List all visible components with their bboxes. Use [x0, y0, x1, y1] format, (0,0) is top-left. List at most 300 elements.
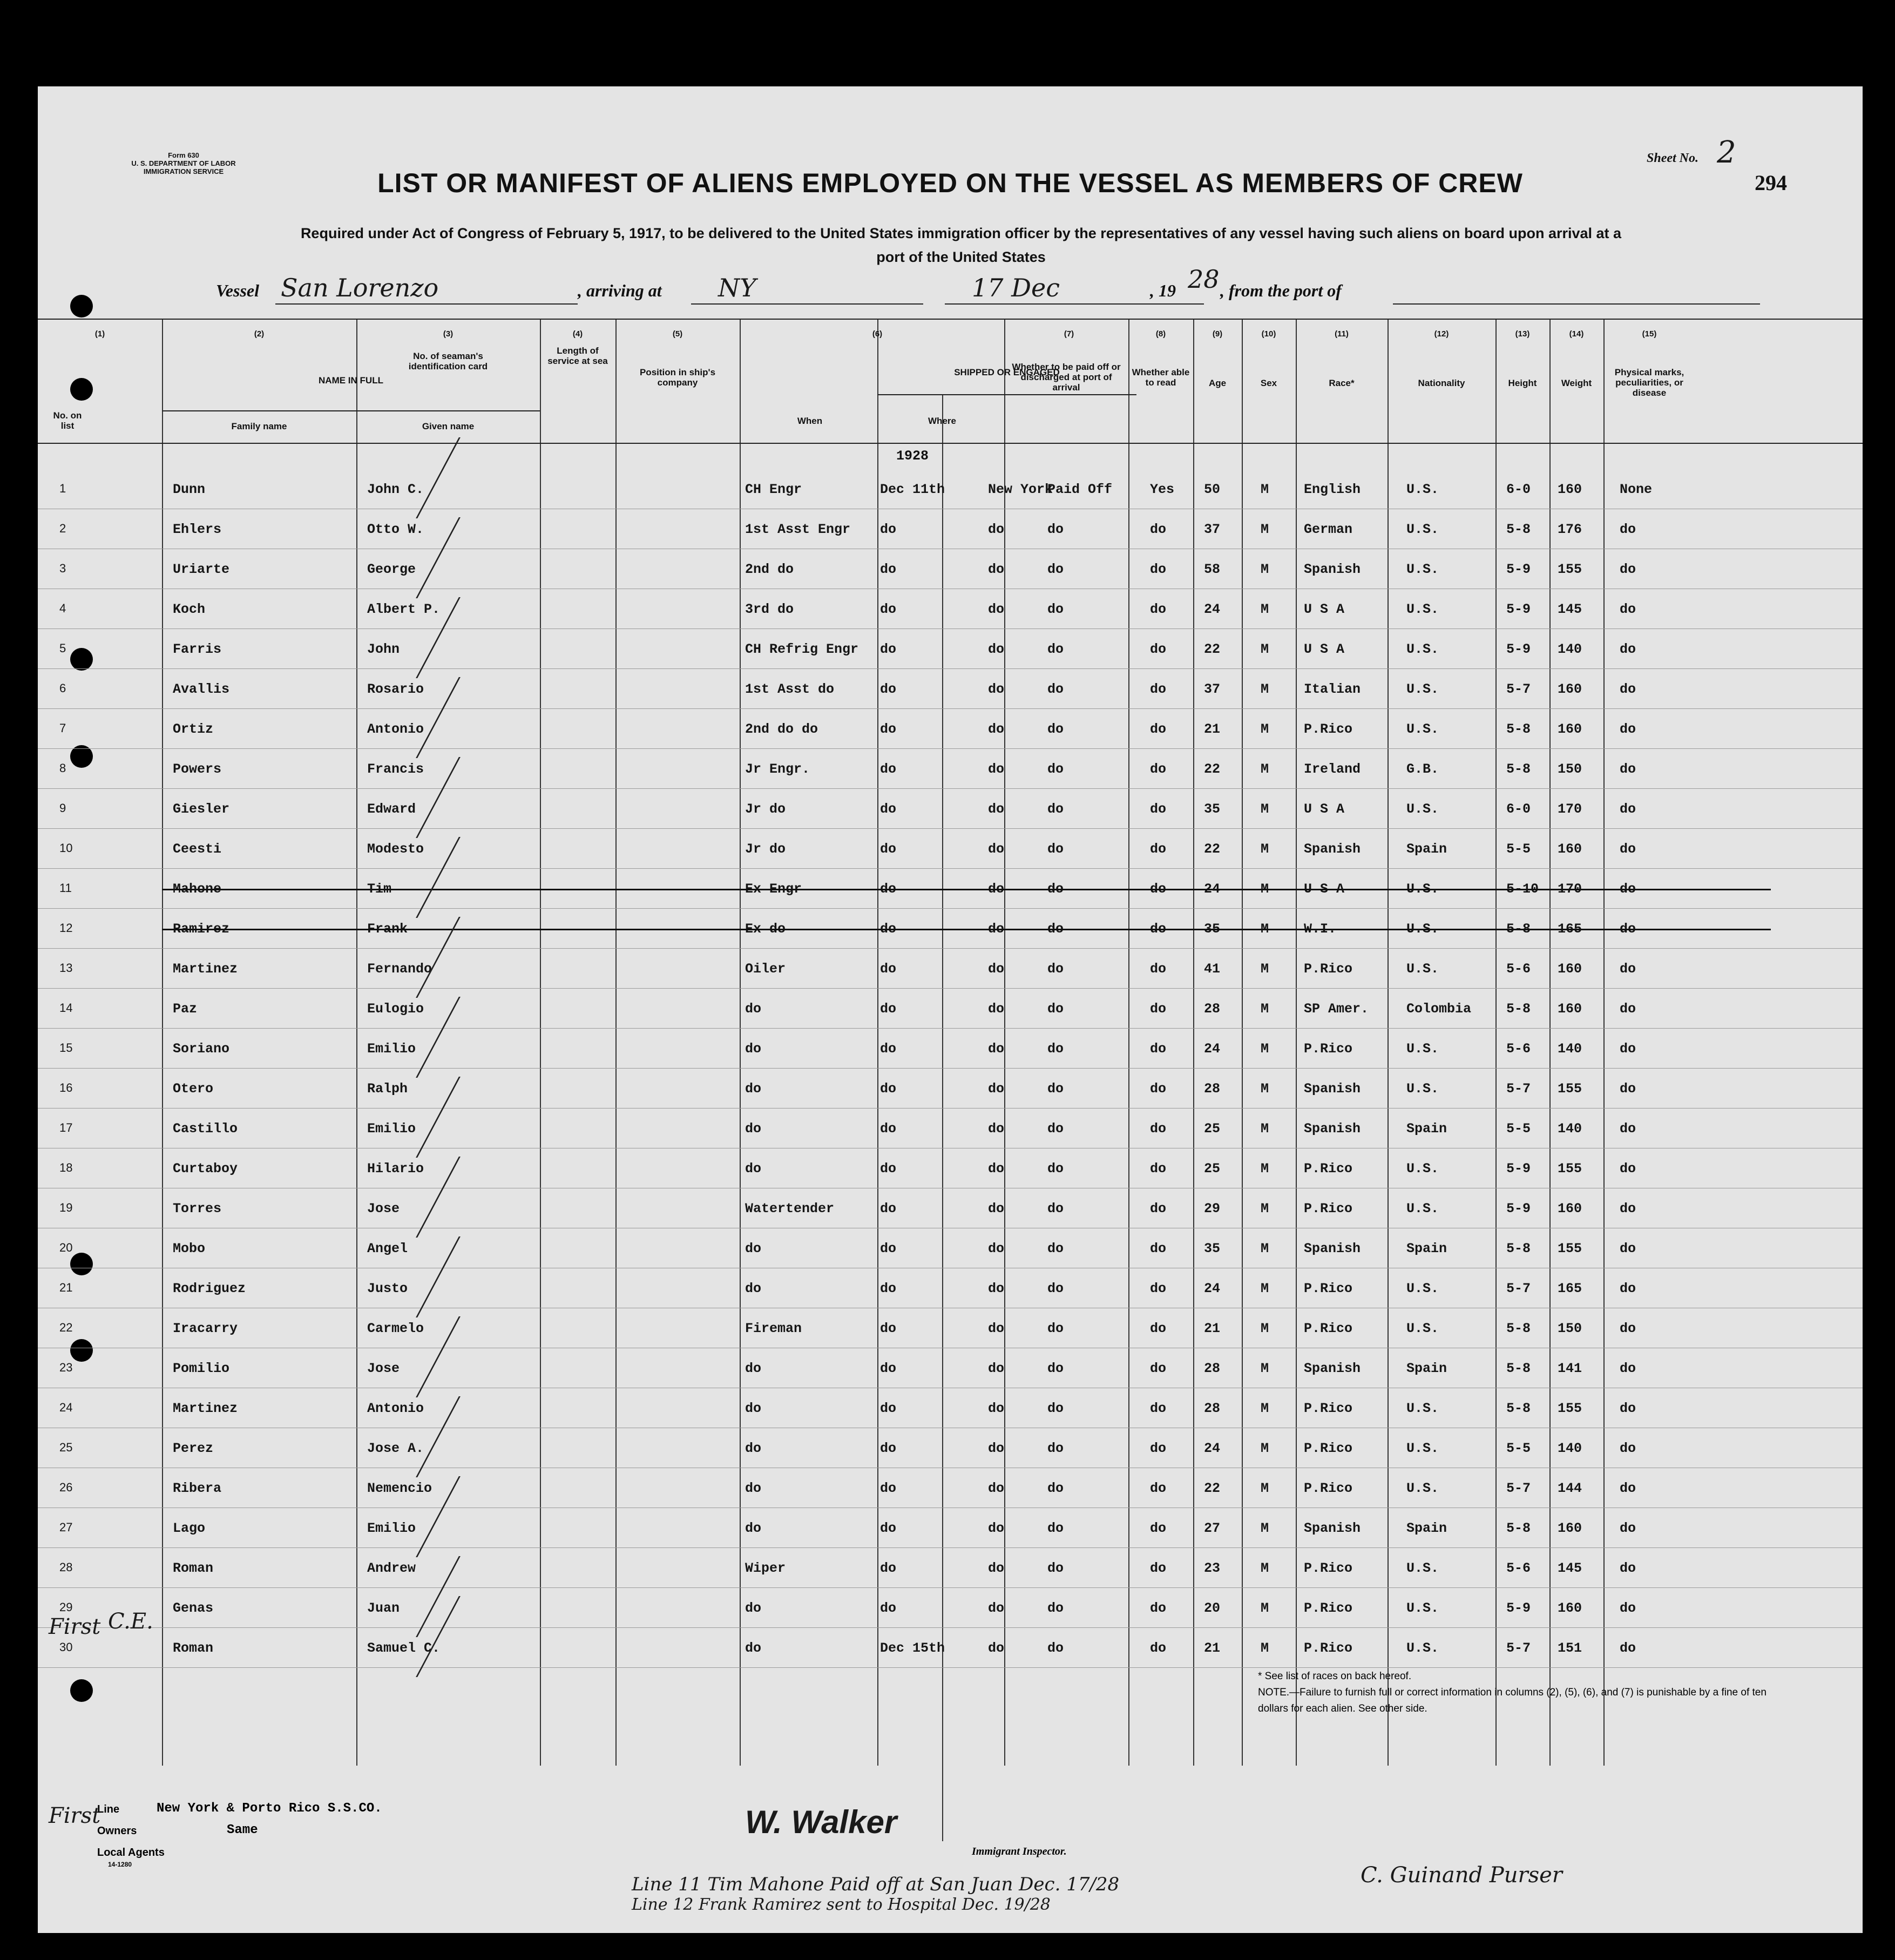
header-rule	[162, 410, 540, 411]
able-to-read: do	[1150, 1081, 1167, 1097]
row-number: 3	[59, 562, 66, 575]
family-name: Torres	[173, 1201, 222, 1216]
given-name: Angel	[367, 1241, 408, 1256]
sex: M	[1261, 1560, 1269, 1576]
row-number: 30	[59, 1640, 73, 1654]
paid-off: do	[1047, 1560, 1064, 1576]
shipped-where: do	[988, 522, 1005, 537]
sex: M	[1261, 841, 1269, 857]
age: 28	[1204, 1081, 1221, 1097]
position: do	[745, 1001, 762, 1017]
row-number: 1	[59, 482, 66, 495]
age: 24	[1204, 1041, 1221, 1057]
given-name: Fernando	[367, 961, 432, 977]
race: Spanish	[1304, 562, 1361, 577]
marks-header: Physical marks, peculiarities, or disease	[1614, 367, 1684, 398]
name-header: NAME IN FULL	[319, 375, 383, 386]
physical-marks: do	[1620, 562, 1636, 577]
row-number: 11	[59, 881, 72, 895]
given-name: Albert P.	[367, 601, 441, 617]
manifest-sheet	[38, 86, 1863, 1933]
able-to-read: do	[1150, 641, 1167, 657]
race: P.Rico	[1304, 1161, 1353, 1177]
table-row	[38, 550, 1863, 590]
physical-marks: do	[1620, 961, 1636, 977]
position: Oiler	[745, 961, 786, 977]
shipped-when: do	[880, 1481, 897, 1496]
table-row	[38, 1029, 1863, 1069]
shipped-where: do	[988, 1041, 1005, 1057]
physical-marks: do	[1620, 681, 1636, 697]
sex: M	[1261, 1321, 1269, 1336]
physical-marks: do	[1620, 1600, 1636, 1616]
stamp-number: 294	[1755, 171, 1787, 195]
height: 5-6	[1506, 1041, 1531, 1057]
race: P.Rico	[1304, 721, 1353, 737]
sex: M	[1261, 881, 1269, 897]
nationality: U.S.	[1406, 1441, 1439, 1456]
punch-hole	[70, 378, 93, 401]
nationality: U.S.	[1406, 801, 1439, 817]
height: 5-7	[1506, 1640, 1531, 1656]
shipped-when: do	[880, 721, 897, 737]
physical-marks: do	[1620, 1161, 1636, 1177]
race: U S A	[1304, 801, 1345, 817]
height: 5-5	[1506, 1121, 1531, 1137]
able-to-read: do	[1150, 1161, 1167, 1177]
row-rule	[38, 1028, 1863, 1029]
physical-marks: do	[1620, 1081, 1636, 1097]
position: do	[745, 1121, 762, 1137]
position: do	[745, 1640, 762, 1656]
year-above: 1928	[896, 448, 929, 464]
table-row	[38, 470, 1863, 510]
paid-off: do	[1047, 1281, 1064, 1296]
paid-off: do	[1047, 841, 1064, 857]
family-name: Lago	[173, 1520, 206, 1536]
paid-off: do	[1047, 801, 1064, 817]
physical-marks: do	[1620, 1560, 1636, 1576]
family-name: Ehlers	[173, 522, 222, 537]
age: 22	[1204, 761, 1221, 777]
height: 5-8	[1506, 1361, 1531, 1376]
nationality-header: Nationality	[1418, 378, 1465, 388]
race-header: Race*	[1329, 378, 1355, 388]
weight: 160	[1558, 1520, 1582, 1536]
able-to-read: do	[1150, 1241, 1167, 1256]
table-row	[38, 1269, 1863, 1309]
row-number: 16	[59, 1081, 73, 1094]
able-to-read: do	[1150, 1041, 1167, 1057]
given-name: Carmelo	[367, 1321, 424, 1336]
nationality: U.S.	[1406, 1081, 1439, 1097]
sex: M	[1261, 961, 1269, 977]
shipped-where: do	[988, 1121, 1005, 1137]
physical-marks: do	[1620, 1201, 1636, 1216]
no-on-list-header: No. on list	[53, 410, 82, 431]
weight: 151	[1558, 1640, 1582, 1656]
where-header: Where	[928, 416, 956, 426]
family-name: Genas	[173, 1600, 214, 1616]
row-rule	[38, 868, 1863, 869]
height: 5-10	[1506, 881, 1539, 897]
arrival-date: 17 Dec	[972, 273, 1060, 302]
height: 5-7	[1506, 1281, 1531, 1296]
subtitle	[97, 221, 1825, 269]
nationality: Spain	[1406, 1241, 1447, 1256]
family-name: Rodriguez	[173, 1281, 246, 1296]
shipped-header: SHIPPED OR ENGAGED	[954, 367, 1060, 377]
row-rule	[38, 1068, 1863, 1069]
physical-marks: do	[1620, 1401, 1636, 1416]
position: Wiper	[745, 1560, 786, 1576]
shipped-when: do	[880, 801, 897, 817]
age: 28	[1204, 1001, 1221, 1017]
paid-off: do	[1047, 681, 1064, 697]
height-header: Height	[1508, 378, 1537, 388]
height: 5-8	[1506, 1001, 1531, 1017]
paid-off: do	[1047, 721, 1064, 737]
nationality: G.B.	[1406, 761, 1439, 777]
given-name: Emilio	[367, 1520, 416, 1536]
table-row	[38, 949, 1863, 989]
height: 5-8	[1506, 761, 1531, 777]
age: 24	[1204, 1281, 1221, 1296]
age: 24	[1204, 601, 1221, 617]
shipped-when: do	[880, 1241, 897, 1256]
table-row	[38, 1069, 1863, 1109]
nationality: U.S.	[1406, 1600, 1439, 1616]
row-number: 28	[59, 1560, 73, 1574]
shipped-when: Dec 11th	[880, 482, 945, 497]
row-number: 7	[59, 721, 66, 735]
race: P.Rico	[1304, 1560, 1353, 1576]
weight: 140	[1558, 641, 1582, 657]
table-row	[38, 829, 1863, 869]
sex: M	[1261, 1361, 1269, 1376]
race: U S A	[1304, 641, 1345, 657]
family-name: Ramirez	[173, 921, 230, 937]
line-label: Line	[97, 1803, 120, 1815]
position: Jr do	[745, 801, 786, 817]
shipped-where: do	[988, 1361, 1005, 1376]
able-to-read: do	[1150, 562, 1167, 577]
paid-off: do	[1047, 1001, 1064, 1017]
given-name: Juan	[367, 1600, 400, 1616]
weight: 155	[1558, 562, 1582, 577]
able-to-read: do	[1150, 1281, 1167, 1296]
row-number: 5	[59, 641, 66, 655]
physical-marks: do	[1620, 1441, 1636, 1456]
position: Fireman	[745, 1321, 802, 1336]
height: 5-8	[1506, 1321, 1531, 1336]
nationality: Spain	[1406, 1361, 1447, 1376]
age: 37	[1204, 522, 1221, 537]
given-name: John	[367, 641, 400, 657]
column-number: (10)	[1261, 329, 1276, 339]
purser-signature: C. Guinand Purser	[1361, 1863, 1562, 1888]
physical-marks: do	[1620, 721, 1636, 737]
nationality: U.S.	[1406, 1161, 1439, 1177]
sex: M	[1261, 1081, 1269, 1097]
shipped-where: do	[988, 562, 1005, 577]
family-name: Soriano	[173, 1041, 230, 1057]
position: 1st Asst do	[745, 681, 835, 697]
margin-note-ce: C.E.	[108, 1609, 153, 1634]
physical-marks: do	[1620, 1481, 1636, 1496]
physical-marks: do	[1620, 641, 1636, 657]
race: Spanish	[1304, 841, 1361, 857]
paid-off: do	[1047, 921, 1064, 937]
given-name: Modesto	[367, 841, 424, 857]
sex: M	[1261, 1401, 1269, 1416]
header-rule	[38, 319, 1863, 320]
given-name: Ralph	[367, 1081, 408, 1097]
paid-off: do	[1047, 881, 1064, 897]
nationality: U.S.	[1406, 1321, 1439, 1336]
column-number: (2)	[254, 329, 265, 339]
family-name: Curtaboy	[173, 1161, 238, 1177]
table-row	[38, 630, 1863, 670]
family-name: Martinez	[173, 1401, 238, 1416]
row-rule	[38, 828, 1863, 829]
nationality: U.S.	[1406, 562, 1439, 577]
nationality: U.S.	[1406, 1201, 1439, 1216]
physical-marks: do	[1620, 761, 1636, 777]
row-number: 6	[59, 681, 66, 695]
weight: 140	[1558, 1041, 1582, 1057]
id-card-header: No. of seaman's identification card	[408, 351, 488, 371]
height: 5-8	[1506, 1401, 1531, 1416]
paid-off: do	[1047, 1441, 1064, 1456]
sex: M	[1261, 482, 1269, 497]
family-name: Farris	[173, 641, 222, 657]
position: do	[745, 1041, 762, 1057]
column-number: (9)	[1212, 329, 1223, 339]
age: 25	[1204, 1161, 1221, 1177]
race: German	[1304, 522, 1353, 537]
when-header: When	[797, 416, 823, 426]
weight: 170	[1558, 881, 1582, 897]
shipped-where: do	[988, 1481, 1005, 1496]
row-number: 2	[59, 522, 66, 535]
race: W.I.	[1304, 921, 1337, 937]
sex: M	[1261, 1600, 1269, 1616]
column-number: (14)	[1569, 329, 1584, 339]
row-number: 12	[59, 921, 73, 935]
given-name: Antonio	[367, 1401, 424, 1416]
given-name: Jose	[367, 1201, 400, 1216]
row-rule	[38, 948, 1863, 949]
height: 5-7	[1506, 1081, 1531, 1097]
column-number: (13)	[1515, 329, 1530, 339]
row-number: 17	[59, 1121, 73, 1134]
weight: 145	[1558, 1560, 1582, 1576]
weight: 160	[1558, 1001, 1582, 1017]
table-row	[38, 1189, 1863, 1229]
paid-off: do	[1047, 562, 1064, 577]
shipped-when: do	[880, 961, 897, 977]
table-row	[38, 590, 1863, 630]
shipped-where: do	[988, 881, 1005, 897]
nationality: U.S.	[1406, 921, 1439, 937]
given-name: Antonio	[367, 721, 424, 737]
punch-hole	[70, 1679, 93, 1702]
age: 20	[1204, 1600, 1221, 1616]
shipped-when: do	[880, 1201, 897, 1216]
table-row	[38, 1589, 1863, 1628]
physical-marks: do	[1620, 1361, 1636, 1376]
table-row	[38, 1389, 1863, 1429]
given-name: Francis	[367, 761, 424, 777]
able-to-read: do	[1150, 1121, 1167, 1137]
paid-off: do	[1047, 1241, 1064, 1256]
sex: M	[1261, 761, 1269, 777]
nationality: Spain	[1406, 1121, 1447, 1137]
row-number: 10	[59, 841, 73, 855]
column-number: (5)	[672, 329, 683, 339]
vessel-name: San Lorenzo	[281, 273, 439, 302]
owners-value: Same	[227, 1823, 258, 1837]
sex-header: Sex	[1260, 378, 1277, 388]
shipped-where: do	[988, 1321, 1005, 1336]
row-rule	[38, 1587, 1863, 1588]
column-number: (12)	[1434, 329, 1449, 339]
able-to-read: do	[1150, 1600, 1167, 1616]
table-row	[38, 989, 1863, 1029]
race: P.Rico	[1304, 1640, 1353, 1656]
weight: 140	[1558, 1441, 1582, 1456]
shipped-where: do	[988, 1241, 1005, 1256]
shipped-when: do	[880, 641, 897, 657]
agents-label: Local Agents	[97, 1847, 165, 1858]
position: do	[745, 1281, 762, 1296]
shipped-when: do	[880, 921, 897, 937]
sheet-number: 2	[1717, 135, 1736, 170]
family-name: Mahone	[173, 881, 222, 897]
shipped-where: do	[988, 1201, 1005, 1216]
race: U S A	[1304, 601, 1345, 617]
physical-marks: do	[1620, 1241, 1636, 1256]
sex: M	[1261, 1001, 1269, 1017]
row-number: 13	[59, 961, 73, 975]
row-number: 9	[59, 801, 66, 815]
table-row	[38, 749, 1863, 789]
from-port-label: , from the port of	[1220, 281, 1342, 300]
shipped-when: do	[880, 601, 897, 617]
given-name: Jose	[367, 1361, 400, 1376]
paid-off: do	[1047, 1081, 1064, 1097]
position: do	[745, 1081, 762, 1097]
shipped-where: do	[988, 1520, 1005, 1536]
family-name: Ribera	[173, 1481, 222, 1496]
given-name: Jose A.	[367, 1441, 424, 1456]
able-to-read: do	[1150, 721, 1167, 737]
nationality: U.S.	[1406, 601, 1439, 617]
age: 28	[1204, 1401, 1221, 1416]
footer-note	[1258, 1668, 1798, 1717]
shipped-where: do	[988, 841, 1005, 857]
position: Jr do	[745, 841, 786, 857]
family-name: Powers	[173, 761, 222, 777]
sex: M	[1261, 601, 1269, 617]
weight: 155	[1558, 1081, 1582, 1097]
column-number: (4)	[572, 329, 583, 339]
column-number: (11)	[1335, 329, 1349, 339]
row-number: 20	[59, 1241, 73, 1254]
nationality: U.S.	[1406, 881, 1439, 897]
shipped-where: do	[988, 1281, 1005, 1296]
table-row	[38, 1309, 1863, 1349]
shipped-when: do	[880, 1401, 897, 1416]
able-to-read: do	[1150, 921, 1167, 937]
nationality: U.S.	[1406, 522, 1439, 537]
arriving-label: , arriving at	[578, 281, 662, 300]
shipped-when: do	[880, 1001, 897, 1017]
paid-off: do	[1047, 1161, 1064, 1177]
able-to-read: do	[1150, 841, 1167, 857]
sex: M	[1261, 721, 1269, 737]
row-number: 24	[59, 1401, 73, 1414]
race: Spanish	[1304, 1520, 1361, 1536]
table-row	[38, 1628, 1863, 1668]
shipped-when: do	[880, 1281, 897, 1296]
shipped-where: do	[988, 1161, 1005, 1177]
shipped-where: do	[988, 921, 1005, 937]
shipped-when: do	[880, 1560, 897, 1576]
shipped-where: do	[988, 1401, 1005, 1416]
paid-off: do	[1047, 1121, 1064, 1137]
shipped-when: do	[880, 1161, 897, 1177]
shipped-when: do	[880, 1121, 897, 1137]
physical-marks: None	[1620, 482, 1653, 497]
row-rule	[38, 988, 1863, 989]
able-to-read: do	[1150, 1401, 1167, 1416]
row-rule	[38, 1627, 1863, 1628]
table-row	[38, 909, 1863, 949]
weight: 165	[1558, 1281, 1582, 1296]
row-rule	[38, 1667, 1863, 1668]
inspector-label: Immigrant Inspector.	[972, 1846, 1067, 1857]
race: Ireland	[1304, 761, 1361, 777]
row-rule	[38, 628, 1863, 629]
position: 1st Asst Engr	[745, 522, 851, 537]
given-name: Emilio	[367, 1041, 416, 1057]
age: 24	[1204, 1441, 1221, 1456]
sex: M	[1261, 562, 1269, 577]
column-number: (7)	[1064, 329, 1074, 339]
margin-note-first-30: First	[49, 1803, 101, 1828]
shipped-when: do	[880, 1600, 897, 1616]
position: 3rd do	[745, 601, 794, 617]
position: 2nd do do	[745, 721, 818, 737]
race: P.Rico	[1304, 1281, 1353, 1296]
age: 28	[1204, 1361, 1221, 1376]
race-note: * See list of races on back hereof.	[1258, 1671, 1412, 1682]
shipped-when: do	[880, 681, 897, 697]
physical-marks: do	[1620, 522, 1636, 537]
race: P.Rico	[1304, 1600, 1353, 1616]
nationality: U.S.	[1406, 681, 1439, 697]
row-rule	[38, 668, 1863, 669]
race: P.Rico	[1304, 961, 1353, 977]
table-row	[38, 1349, 1863, 1389]
age: 21	[1204, 1640, 1221, 1656]
able-to-read: do	[1150, 681, 1167, 697]
nationality: U.S.	[1406, 1481, 1439, 1496]
table-row	[38, 1109, 1863, 1149]
position-header: Position in ship's company	[639, 367, 716, 388]
